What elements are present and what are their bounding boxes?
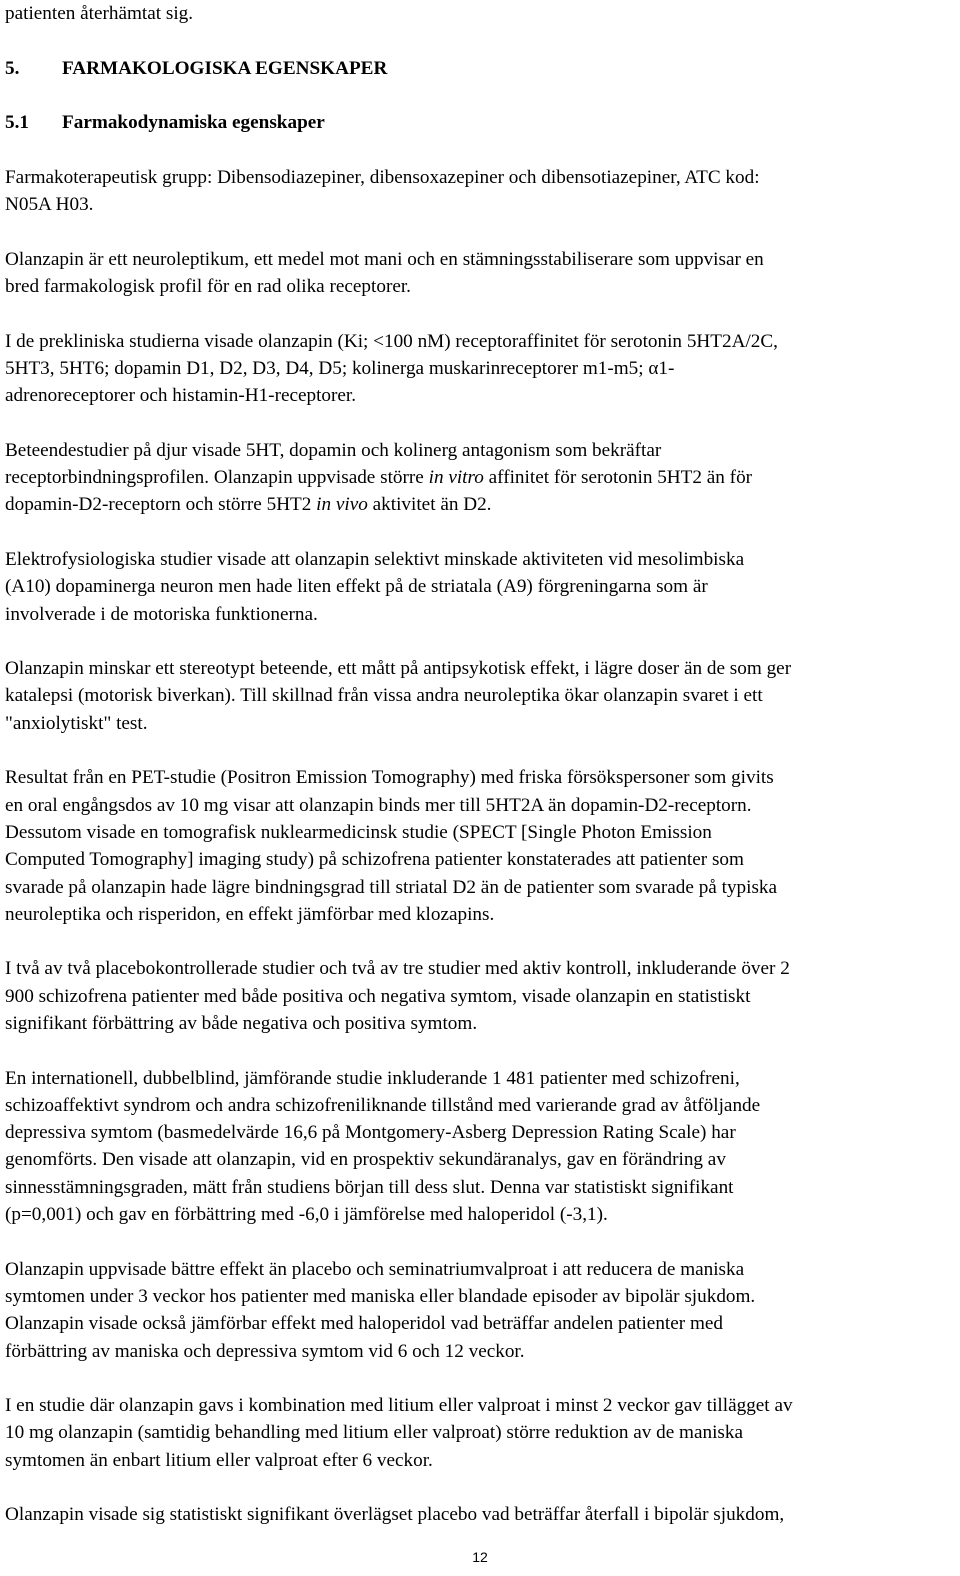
spacer: [5, 218, 955, 245]
paragraph-line: depressiva symtom (basmedelvärde 16,6 på Montgomery-Asberg Depression Rating Scale) har: [5, 1122, 736, 1144]
paragraph-intro: [5, 246, 955, 301]
spacer: [5, 1037, 955, 1064]
italic-term: in vivo: [316, 494, 368, 516]
paragraph-line: signifikant förbättring av både negativa och positiva symtom.: [5, 1012, 478, 1034]
paragraph-line: Olanzapin visade också jämförbar effekt med haloperidol vad beträffar andelen patienter med: [5, 1313, 723, 1335]
paragraph-line: Beteendestudier på djur visade 5HT, dopamin och kolinerg antagonism som bekräftar: [5, 439, 662, 461]
paragraph-line: 5HT3, 5HT6; dopamin D1, D2, D3, D4, D5; kolinerga muskarinreceptorer m1-m5; α1-: [5, 357, 675, 379]
paragraph-line: I två av två placebokontrollerade studier och två av tre studier med aktiv kontroll, inkluderande över 2: [5, 958, 790, 980]
paragraph-line: förbättring av maniska och depressiva symtom vid 6 och 12 veckor.: [5, 1340, 525, 1362]
paragraph-line: adrenoreceptorer och histamin-H1-receptorer.: [5, 385, 357, 407]
text-run: receptorbindningsprofilen. Olanzapin uppvisade större: [5, 467, 429, 489]
spacer: [5, 409, 955, 436]
subsection-title: Farmakodynamiska egenskaper: [62, 112, 325, 134]
paragraph-line: Olanzapin är ett neuroleptikum, ett medel mot mani och en stämningsstabiliserare som uppvisar en: [5, 248, 764, 270]
spacer: [5, 1228, 955, 1255]
paragraph-international-study: [5, 1065, 955, 1229]
paragraph-line: Farmakoterapeutisk grupp: Dibensodiazepiner, dibensoxazepiner och dibensotiazepiner, ATC kod:: [5, 166, 760, 188]
subsection-heading: [5, 109, 955, 136]
text-run: aktivitet än D2.: [367, 494, 492, 516]
paragraph-relapse: [5, 1501, 955, 1528]
paragraph-line: svarade på olanzapin hade lägre bindningsgrad till striatal D2 än de patienter som svarade på typiska: [5, 876, 778, 898]
paragraph-line: bred farmakologisk profil för en rad olika receptorer.: [5, 275, 411, 297]
paragraph-line: symtomen under 3 veckor hos patienter med maniska eller blandade episoder av bipolär sjukdom.: [5, 1285, 756, 1307]
paragraph-pet-study: [5, 764, 955, 928]
paragraph-line: symtomen än enbart litium eller valproat efter 6 veckor.: [5, 1449, 433, 1471]
paragraph-preclinical: [5, 328, 955, 410]
document-page: [5, 0, 955, 1529]
paragraph-line: neuroleptika och risperidon, en effekt jämförbar med klozapins.: [5, 903, 495, 925]
paragraph-line: Olanzapin uppvisade bättre effekt än placebo och seminatriumvalproat i att reducera de maniska: [5, 1258, 745, 1280]
paragraph-line: Dessutom visade en tomografisk nuklearmedicinsk studie (SPECT [Single Photon Emission: [5, 821, 712, 843]
paragraph-line: Elektrofysiologiska studier visade att olanzapin selektivt minskade aktiviteten vid mesolimbiska: [5, 548, 745, 570]
paragraph-line: I en studie där olanzapin gavs i kombination med litium eller valproat i minst 2 veckor gav tillägget av: [5, 1395, 793, 1417]
text-run: affinitet för serotonin 5HT2 än för: [483, 467, 753, 489]
paragraph-line: sinnesstämningsgraden, mätt från studiens början till dess slut. Denna var statistiskt signifikant: [5, 1176, 734, 1198]
spacer: [5, 136, 955, 163]
paragraph-line: En internationell, dubbelblind, jämförande studie inkluderande 1 481 patienter med schizofreni,: [5, 1067, 740, 1089]
spacer: [5, 519, 955, 546]
paragraph-stereotypy: [5, 655, 955, 737]
paragraph-line: [5, 464, 955, 491]
paragraph-line: involverade i de motoriska funktionerna.: [5, 603, 318, 625]
paragraph-line: Computed Tomography] imaging study) på schizofrena patienter konstaterades att patienter som: [5, 849, 744, 871]
paragraph-line: (A10) dopaminerga neuron men hade liten effekt på de striatala (A9) förgreningarna som är: [5, 576, 708, 598]
paragraph-electrophysiology: [5, 546, 955, 628]
paragraph-line: 10 mg olanzapin (samtidig behandling med litium eller valproat) större reduktion av de maniska: [5, 1422, 743, 1444]
spacer: [5, 1365, 955, 1392]
spacer: [5, 628, 955, 655]
italic-term: in vitro: [428, 467, 484, 489]
spacer: [5, 300, 955, 327]
subsection-number: 5.1: [5, 112, 29, 134]
paragraph-line: (p=0,001) och gav en förbättring med -6,0 i jämförelse med haloperidol (-3,1).: [5, 1204, 608, 1226]
paragraph-line: Olanzapin minskar ett stereotypt beteende, ett mått på antipsykotisk effekt, i lägre doser än de som ger: [5, 658, 792, 680]
paragraph-line: "anxiolytiskt" test.: [5, 712, 148, 734]
paragraph-placebo-studies: [5, 955, 955, 1037]
spacer: [5, 928, 955, 955]
paragraph-line: en oral engångsdos av 10 mg visar att olanzapin binds mer till 5HT2A än dopamin-D2-receptorn.: [5, 794, 752, 816]
paragraph-line: schizoaffektivt syndrom och andra schizofreniliknande tillstånd med varierande grad av åtföljande: [5, 1094, 761, 1116]
paragraph-line: [5, 491, 955, 518]
section-title: FARMAKOLOGISKA EGENSKAPER: [62, 57, 388, 79]
spacer: [5, 737, 955, 764]
paragraph-line: N05A H03.: [5, 194, 94, 216]
paragraph-line: genomförts. Den visade att olanzapin, vid en prospektiv sekundäranalys, gav en förändring av: [5, 1149, 726, 1171]
paragraph-mania-valproate: [5, 1256, 955, 1365]
spacer: [5, 82, 955, 109]
top-fragment: patienten återhämtat sig.: [5, 3, 194, 24]
paragraph-line: Resultat från en PET-studie (Positron Emission Tomography) med friska försökspersoner som givits: [5, 767, 774, 789]
page-number: 12: [472, 1549, 488, 1565]
text-run: dopamin-D2-receptorn och större 5HT2: [5, 494, 317, 516]
paragraph-atc: [5, 164, 955, 219]
section-heading: [5, 55, 955, 82]
spacer: [5, 27, 955, 54]
section-number: 5.: [5, 57, 20, 79]
paragraph-line: 900 schizofrena patienter med både positiva och negativa symtom, visade olanzapin en statistiskt: [5, 985, 751, 1007]
paragraph-line: katalepsi (motorisk biverkan). Till skillnad från vissa andra neuroleptika ökar olanzapin svaret i ett: [5, 685, 763, 707]
paragraph-behaviour: [5, 437, 955, 519]
paragraph-line: Olanzapin visade sig statistiskt signifikant överlägset placebo vad beträffar återfall i bipolär sjukdom,: [5, 1504, 785, 1526]
spacer: [5, 1474, 955, 1501]
paragraph-lithium-combination: [5, 1392, 955, 1474]
paragraph-line: I de prekliniska studierna visade olanzapin (Ki; <100 nM) receptoraffinitet för serotonin 5HT2A/2C,: [5, 330, 778, 352]
